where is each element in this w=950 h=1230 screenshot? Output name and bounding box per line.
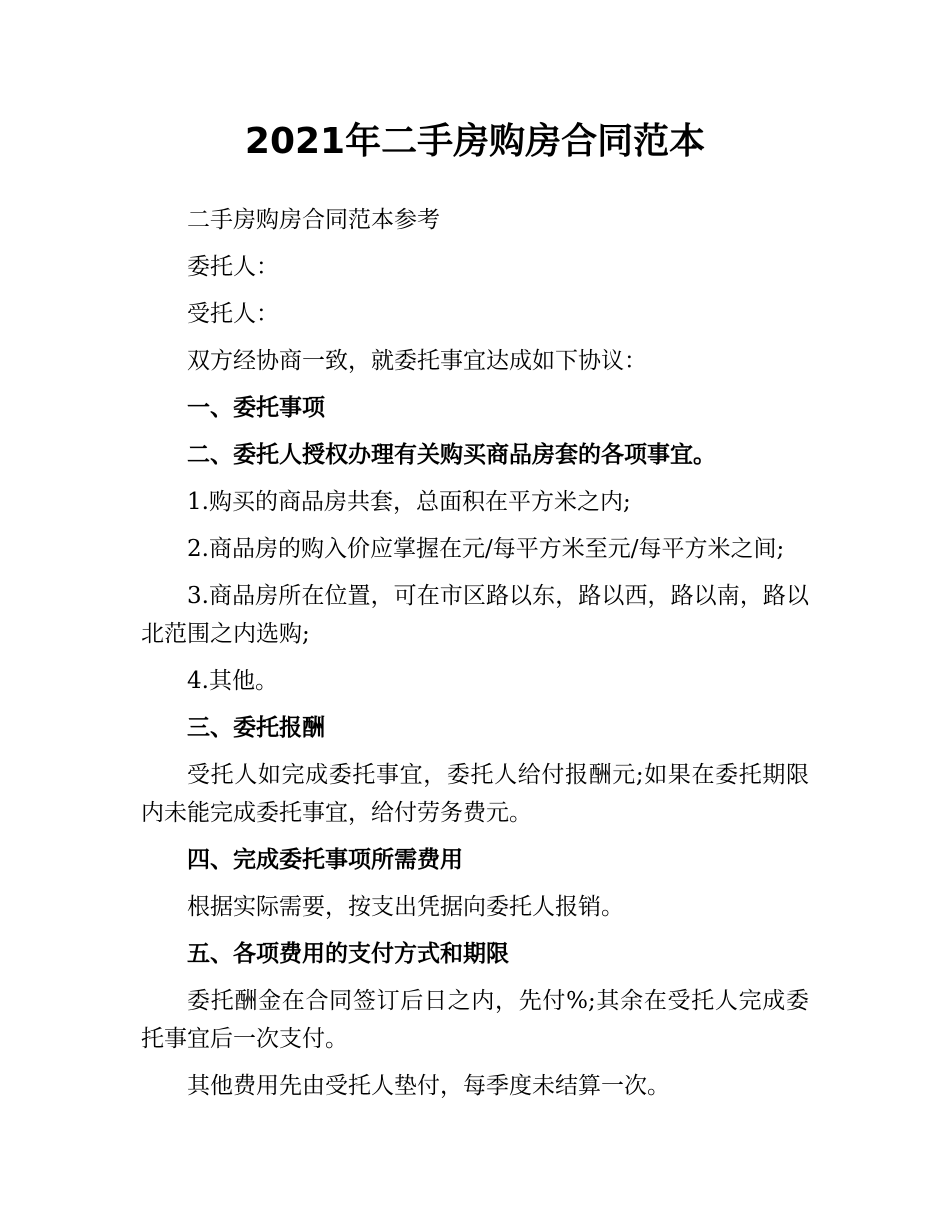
clause-3: 3.商品房所在位置，可在市区路以东，路以西，路以南，路以北范围之内选购; (141, 583, 809, 647)
section-heading-4: 四、完成委托事项所需费用 (187, 847, 463, 873)
section-heading-2: 二、委托人授权办理有关购买商品房套的各项事宜。 (187, 442, 716, 468)
document-title: 2021年二手房购房合同范本 (244, 121, 706, 162)
principal-line: 委托人： (187, 254, 279, 280)
remuneration-paragraph: 受托人如完成委托事宜，委托人给付报酬元;如果在委托期限内未能完成委托事宜，给付劳务费元。 (141, 762, 809, 826)
intro-paragraph: 二手房购房合同范本参考 (187, 207, 440, 233)
settlement-paragraph: 其他费用先由受托人垫付，每季度未结算一次。 (187, 1073, 670, 1099)
payment-paragraph: 委托酬金在合同签订后日之内，先付%;其余在受托人完成委托事宜后一次支付。 (141, 988, 809, 1052)
document-body (141, 201, 809, 1114)
section-heading-3: 三、委托报酬 (187, 715, 325, 741)
clause-1: 1.购买的商品房共套，总面积在平方米之内; (187, 489, 631, 515)
section-heading-5: 五、各项费用的支付方式和期限 (187, 941, 509, 967)
clause-2: 2.商品房的购入价应掌握在元/每平方米至元/每平方米之间; (187, 536, 785, 562)
agreement-paragraph: 双方经协商一致，就委托事宜达成如下协议： (187, 348, 647, 374)
section-heading-1: 一、委托事项 (187, 395, 325, 421)
expenses-paragraph: 根据实际需要，按支出凭据向委托人报销。 (187, 894, 624, 920)
clause-4: 4.其他。 (187, 668, 278, 694)
agent-line: 受托人： (187, 301, 279, 327)
